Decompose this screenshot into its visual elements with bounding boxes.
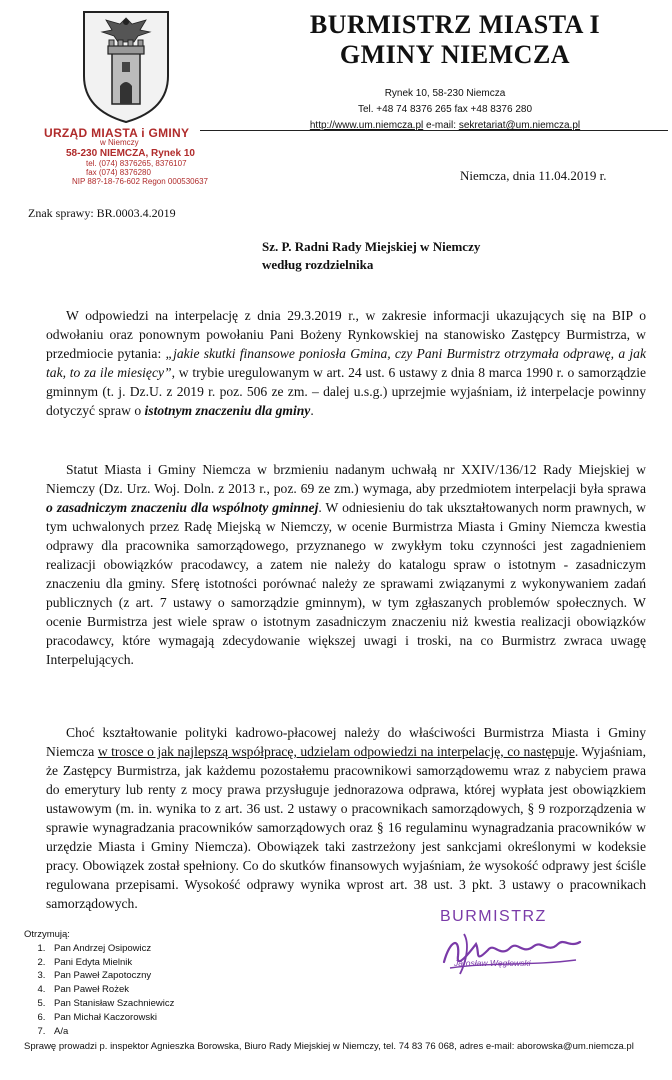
stamp-nip: NIP 88?-18-76-602 Regon 000530637	[72, 177, 208, 186]
paragraph-3	[46, 723, 646, 913]
p1-text-b: , w trybie uregulowanym w art. 24 ust. 6 ustawy z dnia 8 marca 1990 r. o samorządzie gminnym (t. j. Dz.U. z 2019 r. poz. 506 ze zm. – dalej u.s.g.) uprzejmie wyjaśniam, iż interpelacje powinny dotyczyć spraw o	[46, 365, 647, 418]
paragraph-2	[46, 460, 646, 669]
title-line-1: BURMISTRZ MIASTA I	[309, 10, 601, 39]
stamp-address: 58-230 NIEMCZA, Rynek 10	[66, 148, 195, 159]
stamp-small: w Niemczy	[100, 138, 139, 147]
office-stamp	[42, 128, 232, 186]
recipient-line-1: Sz. P. Radni Rady Miejskiej w Niemczy	[262, 239, 481, 254]
list-item: 6. Pan Michał Kaczorowski	[48, 1011, 174, 1025]
p2-emphasis: o zasadniczym znaczeniu dla wspólnoty gminnej	[46, 500, 319, 515]
list-item: 7. A/a	[48, 1025, 174, 1039]
stamp-fax: fax (074) 8376280	[86, 168, 151, 177]
p1-text-a: W odpowiedzi na interpelację z dnia 29.3.2019 r., w zakresie informacji ukazujących się na BIP o odwołaniu oraz ponownym powołaniu Pani Bożeny Rynkowskiej na stanowisko Zastępcy Burmistrza, w przedmiocie pytania:	[46, 308, 646, 361]
p2-text-b: . W odniesieniu do tak ukształtowanych norm prawnych, w tym uchwalonych przez Radę Miejską w Niemczy, w ocenie Burmistrza Miasta i Gminy Niemcza kwestia odprawy dla pracownika samorządowego, przyznanego w zwykłym toku czynności jest zagadnieniem realizacji obowiązków pracodawcy, a zatem nie należy do katalogu spraw o istotnym - zasadniczym znaczeniu dla gminy. Sferę istotności porównać należy ze sprawami związanymi z wykonywaniem zadań publicznych (z art. 7 ustawy o samorządzie gminnym), w tym zgłaszanych problemów społecznych. W ocenie Burmistrza jest wiele spraw o istotnym zasadniczym znaczeniu niż kwestia realizacji obowiązków pracodawcy, które wymagają zdecydowanie większej uwagi i troski, na co Burmistrz zwraca uwagę Interpelujących.	[46, 500, 646, 667]
p1-text-c: .	[310, 403, 314, 418]
letter-date: Niemcza, dnia 11.04.2019 r.	[460, 168, 607, 183]
list-item: 2. Pani Edyta Mielnik	[48, 956, 174, 970]
address-text: Rynek 10, 58-230 Niemcza	[384, 88, 506, 99]
email-link[interactable]: sekretariat@um.niemcza.pl	[458, 120, 581, 131]
title-line-2: GMINY NIEMCZA	[339, 40, 571, 69]
website-link[interactable]: http://www.um.niemcza.pl	[309, 120, 424, 131]
handwritten-signature-icon	[430, 922, 590, 982]
coat-of-arms-icon	[76, 6, 176, 126]
distribution-heading: Otrzymują:	[24, 929, 70, 940]
stamp-tel: tel. (074) 8376265, 8376107	[86, 159, 187, 168]
list-item: 5. Pan Stanisław Szachniewicz	[48, 997, 174, 1011]
p2-text-a: Statut Miasta i Gminy Niemcza w brzmieniu nadanym uchwałą nr XXIV/136/12 Rady Miejskiej w Niemczy (Dz. Urz. Woj. Doln. z 2013 r., poz. 69 ze zm.) wymaga, aby przedmiotem interpelacji była sprawa	[46, 462, 646, 496]
signature-stamp-title: BURMISTRZ	[440, 908, 547, 925]
distribution-list	[24, 928, 174, 1038]
phone-text: Tel. +48 74 8376 265 fax +48 8376 280	[357, 104, 533, 115]
case-handler-footer: Sprawę prowadzi p. inspektor Agnieszka Borowska, Biuro Rady Miejskiej w Niemczy, tel. 74 83 76 068, adres e-mail: aborowska@um.niemcza.pl	[24, 1041, 634, 1052]
paragraph-1	[46, 306, 646, 420]
p3-text-a: Choć kształtowanie polityki kadrowo-płacowej należy do właściwości Burmistrza Miasta i Gminy Niemcza	[46, 725, 646, 759]
p3-underlined: w trosce o jak najlepszą współpracę, udzielam odpowiedzi na interpelację, co następuje	[97, 744, 575, 759]
letterhead-divider	[200, 130, 668, 131]
email-label: e-mail:	[426, 120, 457, 131]
list-item: 1. Pan Andrzej Osipowicz	[48, 942, 174, 956]
list-item: 3. Pan Paweł Zapotoczny	[48, 969, 174, 983]
p3-text-b: . Wyjaśniam, że Zastępcy Burmistrza, jak każdemu pozostałemu pracownikowi samorządowemu wraz z nabyciem prawa do emerytury lub renty z mocy prawa przysługuje jednorazowa odprawa, której wypłata jest obowiązkiem ustawowym (m. in. wynika to z art. 36 ust. 2 ustawy o pracownikach samorządowych, § 9 rozporządzenia w sprawie wynagradzania pracowników samorządowych oraz § 16 regulaminu wynagradzania pracowników w urzędzie Miasta i Gminy Niemcza). Obowiązek taki zastrzeżony jest sankcjami określonymi w kodeksie pracy. Obowiązek został spełniony. Co do skutków finansowych wyjaśniam, że wysokość odprawy jest ściśle regulowana przepisami. Wysokość odprawy wynika wprost art. 38 ust. 3 pkt. 3 ustawy o pracownikach samorządowych.	[46, 744, 647, 911]
signature-printed-name: Jarosław Węgłowski	[454, 958, 531, 968]
letterhead-title	[255, 10, 655, 70]
list-item: 4. Pan Paweł Rożek	[48, 983, 174, 997]
recipient-block	[262, 238, 480, 274]
case-reference: Znak sprawy: BR.0003.4.2019	[28, 206, 176, 220]
p1-emphasis: istotnym znaczeniu dla gminy	[144, 403, 311, 418]
p1-quote: „jakie skutki finansowe poniosła Gmina, czy Pani Burmistrz otrzymała odprawę, a jak tak, to za ile miesięcy”	[46, 346, 646, 380]
letterhead-contact	[270, 86, 620, 134]
stamp-title: URZĄD MIASTA i GMINY	[44, 126, 190, 140]
recipient-line-2: według rozdzielnika	[262, 257, 374, 272]
